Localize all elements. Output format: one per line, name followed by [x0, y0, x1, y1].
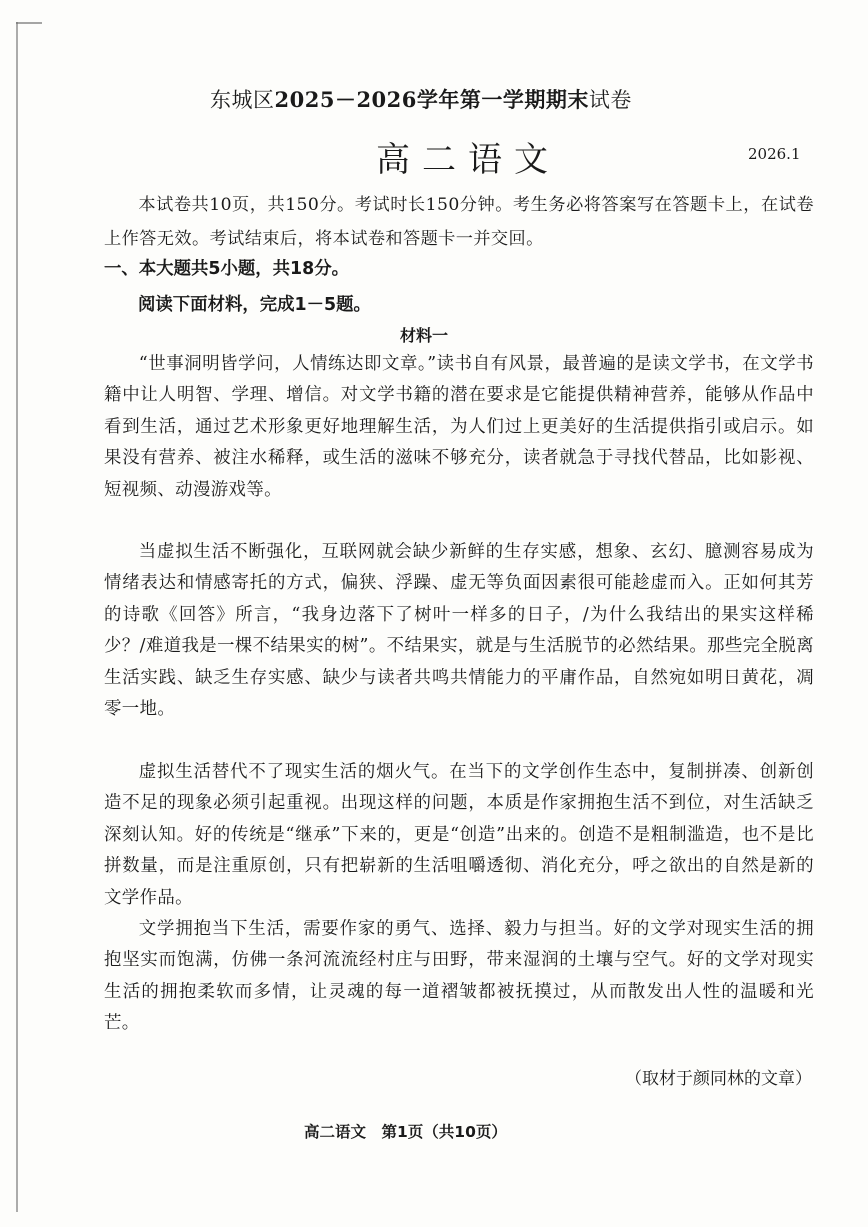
source-citation: （取材于颜同林的文章） [625, 1069, 812, 1089]
material-paragraph-1: “世事洞明皆学问，人情练达即文章。”读书自有风景，最普遍的是读文学书，在文学书籍中让人明智、学理、增信。对文学书籍的潜在要求是它能提供精神营养，能够从作品中看到生活，通过艺术形象更好地理解生活，为人们过上更美好的生活提供指引或启示。如果没有营养、被注水稀释，或生活的滋味不够充分，读者就急于寻找代替品，比如影视、短视频、动漫游戏等。 [104, 354, 814, 500]
subject-title: 高二语文 [376, 140, 560, 180]
header-suffix: 试卷 [588, 88, 632, 112]
exam-date: 2026.1 [748, 145, 801, 163]
scan-edge-line [16, 22, 18, 1212]
header-term: 学年第一学期期末 [416, 87, 589, 112]
material-paragraph-3: 虚拟生活替代不了现实生活的烟火气。在当下的文学创作生态中，复制拼凑、创新创造不足的现象必须引起重视。出现这样的问题，本质是作家拥抱生活不到位，对生活缺乏深刻认知。好的传统是“继承”下来的，更是“创造”出来的。创造不是粗制滥造，也不是比拼数量，而是注重原创，只有把崭新的生活咀嚼透彻、消化充分，呼之欲出的自然是新的文学作品。 [104, 762, 814, 908]
scan-edge-tick [16, 22, 42, 24]
reading-prompt: 阅读下面材料，完成1－5题。 [138, 295, 371, 315]
exam-instructions: 本试卷共10页，共150分。考试时长150分钟。考生务必将答案写在答题卡上，在试卷上作答无效。考试结束后，将本试卷和答题卡一并交回。 [104, 195, 814, 249]
header-years: 2025－2026 [274, 87, 417, 112]
material-paragraph-4: 文学拥抱当下生活，需要作家的勇气、选择、毅力与担当。好的文学对现实生活的拥抱坚实而饱满，仿佛一条河流流经村庄与田野，带来湿润的土壤与空气。好的文学对现实生活的拥抱柔软而多情，让灵魂的每一道褶皱都被抚摸过，从而散发出人性的温暖和光芒。 [104, 919, 814, 1034]
header-district: 东城区 [210, 88, 275, 112]
section-heading: 一、本大题共5小题，共18分。 [104, 259, 349, 279]
exam-header [210, 84, 632, 114]
material-paragraph-2: 当虚拟生活不断强化，互联网就会缺少新鲜的生存实感，想象、玄幻、臆测容易成为情绪表达和情感寄托的方式，偏狭、浮躁、虚无等负面因素很可能趁虚而入。正如何其芳的诗歌《回答》所言，“我身边落下了树叶一样多的日子，/为什么我结出的果实这样稀少？/难道我是一棵不结果实的树”。不结果实，就是与生活脱节的必然结果。那些完全脱离生活实践、缺乏生存实感、缺少与读者共鸣共情能力的平庸作品，自然宛如明日黄花，凋零一地。 [104, 542, 814, 720]
material-title: 材料一 [400, 326, 449, 345]
page-footer: 高二语文 第1页（共10页） [304, 1123, 507, 1141]
